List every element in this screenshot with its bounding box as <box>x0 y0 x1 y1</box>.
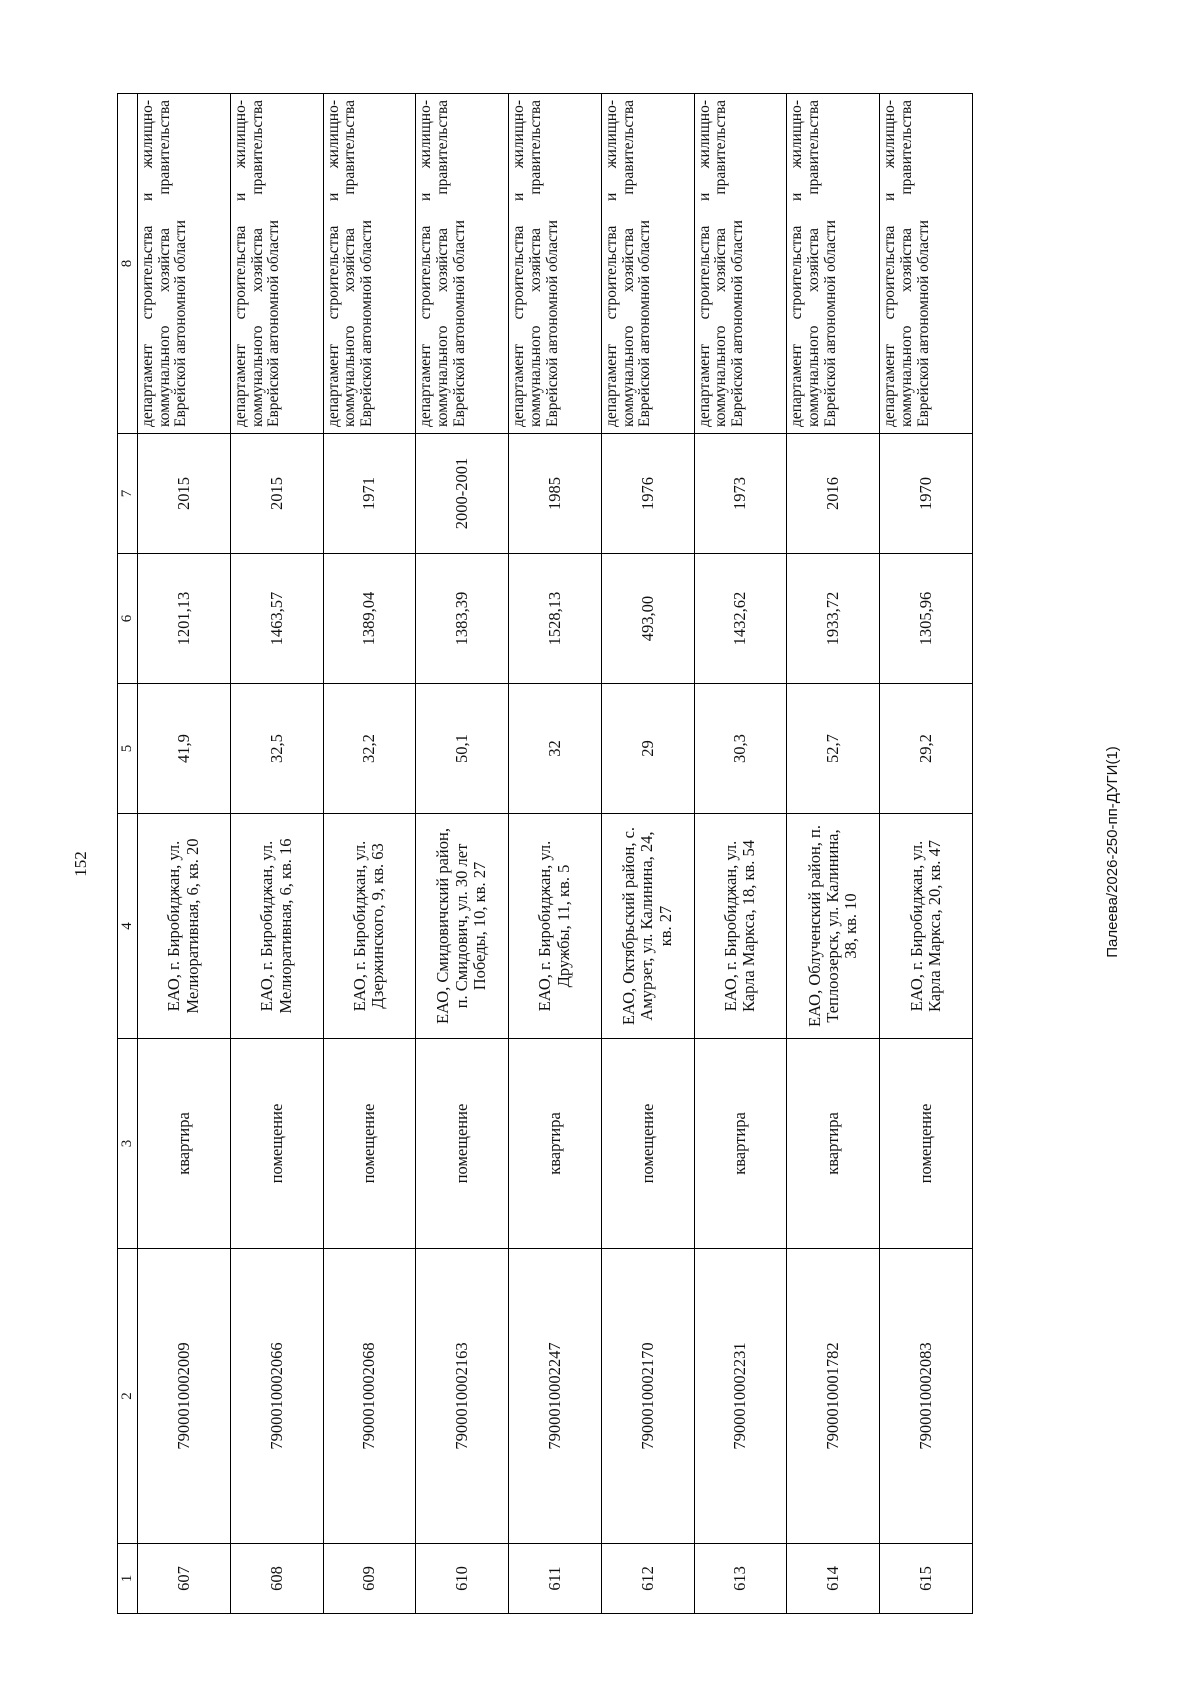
property-type: помещение <box>416 1039 509 1249</box>
year: 1973 <box>694 434 787 554</box>
area: 32,2 <box>323 684 416 814</box>
header-row <box>118 94 138 1614</box>
year: 1970 <box>880 434 973 554</box>
table-row <box>880 94 973 1614</box>
row-number: 612 <box>601 1544 694 1614</box>
header-cell: 6 <box>118 554 138 684</box>
header-cell: 7 <box>118 434 138 554</box>
department: департамент строительства и жилищно-коммунального хозяйства правительства Еврейской автономной области <box>416 94 509 434</box>
header-cell: 8 <box>118 94 138 434</box>
address: ЕАО, г. Биробиджан, ул. Карла Маркса, 20, кв. 47 <box>880 814 973 1039</box>
table-row <box>601 94 694 1614</box>
address: ЕАО, г. Биробиджан, ул. Мелиоративная, 6, кв. 20 <box>138 814 231 1039</box>
value: 1383,39 <box>416 554 509 684</box>
table-row <box>323 94 416 1614</box>
table-row <box>416 94 509 1614</box>
area: 30,3 <box>694 684 787 814</box>
value: 493,00 <box>601 554 694 684</box>
value: 1933,72 <box>787 554 880 684</box>
table-row <box>787 94 880 1614</box>
property-type: квартира <box>509 1039 602 1249</box>
table-row <box>138 94 231 1614</box>
year: 1985 <box>509 434 602 554</box>
row-number: 615 <box>880 1544 973 1614</box>
table-container <box>117 94 973 1614</box>
table-row <box>230 94 323 1614</box>
table-row <box>509 94 602 1614</box>
cadastral-number: 7900010002066 <box>230 1249 323 1544</box>
area: 29,2 <box>880 684 973 814</box>
row-number: 614 <box>787 1544 880 1614</box>
cadastral-number: 7900010002163 <box>416 1249 509 1544</box>
cadastral-number: 7900010002068 <box>323 1249 416 1544</box>
area: 52,7 <box>787 684 880 814</box>
address: ЕАО, Смидовичский район, п. Смидович, ул. 30 лет Победы, 10, кв. 27 <box>416 814 509 1039</box>
property-type: помещение <box>880 1039 973 1249</box>
row-number: 613 <box>694 1544 787 1614</box>
year: 2016 <box>787 434 880 554</box>
property-type: помещение <box>230 1039 323 1249</box>
property-table <box>117 93 973 1614</box>
cadastral-number: 7900010002083 <box>880 1249 973 1544</box>
address: ЕАО, Октябрьский район, с. Амурзет, ул. Калинина, 24, кв. 27 <box>601 814 694 1039</box>
cadastral-number: 7900010002231 <box>694 1249 787 1544</box>
property-type: квартира <box>694 1039 787 1249</box>
address: ЕАО, г. Биробиджан, ул. Дружбы, 11, кв. 5 <box>509 814 602 1039</box>
department: департамент строительства и жилищно-коммунального хозяйства правительства Еврейской автономной области <box>880 94 973 434</box>
property-type: помещение <box>601 1039 694 1249</box>
property-type: квартира <box>138 1039 231 1249</box>
row-number: 611 <box>509 1544 602 1614</box>
department: департамент строительства и жилищно-коммунального хозяйства правительства Еврейской автономной области <box>601 94 694 434</box>
department: департамент строительства и жилищно-коммунального хозяйства правительства Еврейской автономной области <box>138 94 231 434</box>
cadastral-number: 7900010002247 <box>509 1249 602 1544</box>
cadastral-number: 7900010002170 <box>601 1249 694 1544</box>
property-type: помещение <box>323 1039 416 1249</box>
year: 2015 <box>138 434 231 554</box>
year: 1976 <box>601 434 694 554</box>
year: 2000-2001 <box>416 434 509 554</box>
department: департамент строительства и жилищно-коммунального хозяйства правительства Еврейской автономной области <box>509 94 602 434</box>
header-cell: 4 <box>118 814 138 1039</box>
address: ЕАО, г. Биробиджан, ул. Дзержинского, 9, кв. 63 <box>323 814 416 1039</box>
value: 1389,04 <box>323 554 416 684</box>
row-number: 608 <box>230 1544 323 1614</box>
document-code: Палеева/2026-250-пп-ДУГИ(1) <box>1104 746 1121 958</box>
department: департамент строительства и жилищно-коммунального хозяйства правительства Еврейской автономной области <box>230 94 323 434</box>
value: 1201,13 <box>138 554 231 684</box>
header-cell: 3 <box>118 1039 138 1249</box>
area: 41,9 <box>138 684 231 814</box>
row-number: 610 <box>416 1544 509 1614</box>
row-number: 607 <box>138 1544 231 1614</box>
address: ЕАО, Облученский район, п. Теплоозерск, ул. Калинина, 38, кв. 10 <box>787 814 880 1039</box>
department: департамент строительства и жилищно-коммунального хозяйства правительства Еврейской автономной области <box>787 94 880 434</box>
department: департамент строительства и жилищно-коммунального хозяйства правительства Еврейской автономной области <box>694 94 787 434</box>
header-cell: 5 <box>118 684 138 814</box>
year: 1971 <box>323 434 416 554</box>
page-number: 152 <box>71 851 90 877</box>
address: ЕАО, г. Биробиджан, ул. Мелиоративная, 6, кв. 16 <box>230 814 323 1039</box>
table-row <box>694 94 787 1614</box>
department: департамент строительства и жилищно-коммунального хозяйства правительства Еврейской автономной области <box>323 94 416 434</box>
cadastral-number: 7900010001782 <box>787 1249 880 1544</box>
value: 1432,62 <box>694 554 787 684</box>
row-number: 609 <box>323 1544 416 1614</box>
value: 1463,57 <box>230 554 323 684</box>
header-cell: 2 <box>118 1249 138 1544</box>
area: 32 <box>509 684 602 814</box>
property-type: квартира <box>787 1039 880 1249</box>
value: 1305,96 <box>880 554 973 684</box>
year: 2015 <box>230 434 323 554</box>
area: 32,5 <box>230 684 323 814</box>
cadastral-number: 7900010002009 <box>138 1249 231 1544</box>
area: 29 <box>601 684 694 814</box>
header-cell: 1 <box>118 1544 138 1614</box>
value: 1528,13 <box>509 554 602 684</box>
address: ЕАО, г. Биробиджан, ул. Карла Маркса, 18, кв. 54 <box>694 814 787 1039</box>
area: 50,1 <box>416 684 509 814</box>
